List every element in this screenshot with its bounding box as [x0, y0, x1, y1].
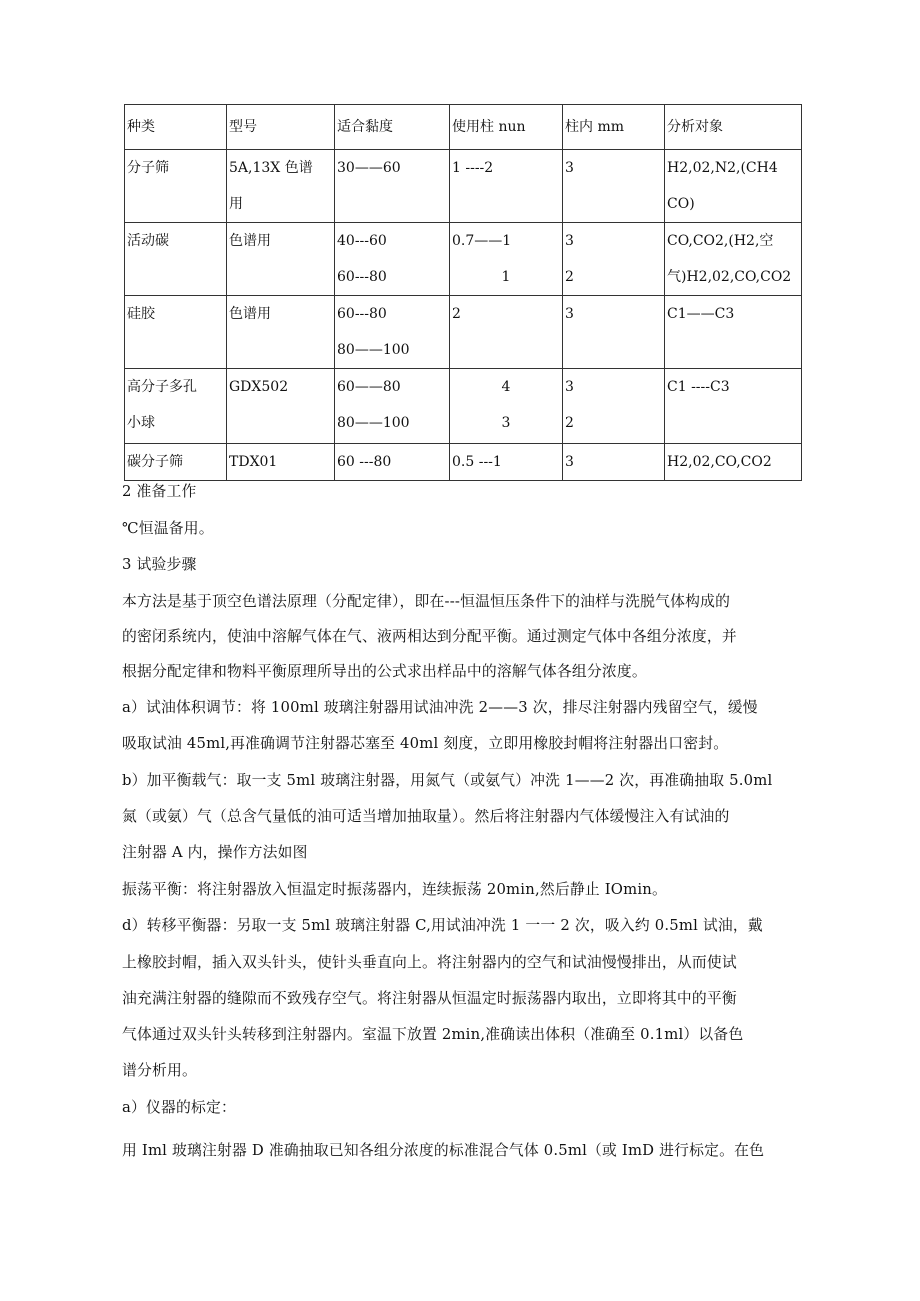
paragraph-line: 油充满注射器的缝隙而不致残存空气。将注射器从恒温定时振荡器内取出，立即将其中的平衡: [122, 990, 737, 1007]
table-cell: [335, 296, 450, 369]
paragraph-line: 上橡胶封帽，插入双头针头，使针头垂直向上。将注射器内的空气和试油慢慢排出，从而使试: [122, 954, 737, 971]
header-cell: 使用柱 nun: [450, 105, 563, 150]
header-cell: 型号: [227, 105, 335, 150]
table-cell: [665, 296, 802, 369]
header-cell: 分析对象: [665, 105, 802, 150]
cell-line: 30——60: [337, 160, 401, 176]
table-cell: [335, 223, 450, 296]
table-cell: [450, 223, 563, 296]
cell-line: H2,02,CO,CO2: [667, 454, 772, 470]
cell-line: 0.5 ---1: [452, 454, 502, 470]
table-cell: [125, 444, 227, 481]
cell-line: 碳分子筛: [127, 454, 183, 470]
cell-line: 4: [501, 379, 511, 395]
table-cell: [125, 296, 227, 369]
cell-line: 高分子多孔: [127, 379, 197, 395]
table-cell: [563, 223, 665, 296]
packing-table: [124, 104, 802, 481]
table-cell: [450, 150, 563, 223]
paragraph-line: 用 Iml 玻璃注射器 D 准确抽取已知各组分浓度的标准混合气体 0.5ml（或 ImD 进行标定。在色: [122, 1142, 765, 1159]
table-cell: [125, 150, 227, 223]
cell-line: 3: [565, 233, 574, 249]
cell-line: 5A,13X 色谱: [229, 160, 313, 176]
paragraph-line: ℃恒温备用。: [122, 520, 214, 537]
paragraph-line: 注射器 A 内，操作方法如图: [122, 844, 308, 861]
table-cell: [227, 150, 335, 223]
paragraph-line: 氮（或氨）气（总含气量低的油可适当增加抽取量）。然后将注射器内气体缓慢注入有试油的: [122, 808, 730, 825]
cell-line: 3: [501, 415, 511, 431]
cell-line: 气)H2,02,CO,CO2: [667, 269, 792, 285]
cell-line: 60---80: [337, 306, 387, 322]
cell-line: C1 ----C3: [667, 379, 730, 395]
table-cell: [563, 150, 665, 223]
table-cell: [125, 223, 227, 296]
cell-line: 2: [565, 415, 574, 431]
paragraph-line: a）仪器的标定：: [122, 1099, 237, 1116]
table-cell: [665, 444, 802, 481]
paragraph-line: b）加平衡载气：取一支 5ml 玻璃注射器，用氮气（或氨气）冲洗 1——2 次，再准确抽取 5.0ml: [122, 772, 773, 789]
cell-line: CO): [667, 196, 695, 212]
header-cell: 适合黏度: [335, 105, 450, 150]
cell-line: 80——100: [337, 415, 410, 431]
cell-line: H2,02,N2,(CH4: [667, 160, 778, 176]
cell-line: 用: [229, 196, 243, 212]
table-cell: [450, 369, 563, 444]
cell-line: 3: [565, 160, 574, 176]
cell-line: 60---80: [337, 269, 387, 285]
table-cell: [450, 296, 563, 369]
table-cell: [665, 150, 802, 223]
paragraph-line: a）试油体积调节：将 100ml 玻璃注射器用试油冲洗 2——3 次，排尽注射器内残留空气，缓慢: [122, 699, 758, 716]
cell-line: 2: [452, 306, 461, 322]
cell-line: 小球: [127, 415, 155, 431]
table-header-row: [125, 105, 802, 150]
paragraph-line: 根据分配定律和物料平衡原理所导出的公式求出样品中的溶解气体各组分浓度。: [122, 663, 647, 680]
table-cell: [563, 369, 665, 444]
paragraph-line: 振荡平衡：将注射器放入恒温定时振荡器内，连续振荡 20min,然后静止 IOmin。: [122, 881, 668, 898]
table-cell: [335, 444, 450, 481]
cell-line: CO,CO2,(H2,空: [667, 233, 774, 249]
table-row: [125, 369, 802, 444]
cell-line: 40---60: [337, 233, 387, 249]
table-cell: [227, 223, 335, 296]
cell-line: C1——C3: [667, 306, 735, 322]
table-row: [125, 444, 802, 481]
header-cell: 种类: [125, 105, 227, 150]
section-heading: 3 试验步骤: [122, 556, 197, 573]
cell-line: 60 ---80: [337, 454, 392, 470]
table-cell: [335, 369, 450, 444]
paragraph-line: d）转移平衡器：另取一支 5ml 玻璃注射器 C,用试油冲洗 1 一一 2 次，吸入约 0.5ml 试油，戴: [122, 917, 763, 934]
cell-line: 色谱用: [229, 233, 271, 249]
table-cell: [563, 444, 665, 481]
table-cell: [227, 369, 335, 444]
cell-line: 0.7——1: [452, 233, 512, 249]
paragraph-line: 的密闭系统内，使油中溶解气体在气、液两相达到分配平衡。通过测定气体中各组分浓度，并: [122, 628, 737, 645]
table-row: [125, 150, 802, 223]
table-cell: [227, 444, 335, 481]
paragraph-line: 本方法是基于顶空色谱法原理（分配定律），即在---恒温恒压条件下的油样与洗脱气体构成的: [122, 593, 731, 610]
table-cell: [665, 369, 802, 444]
table-cell: [563, 296, 665, 369]
cell-line: 3: [565, 454, 574, 470]
cell-line: 3: [565, 379, 574, 395]
paragraph-line: 吸取试油 45ml,再准确调节注射器芯塞至 40ml 刻度，立即用橡胶封帽将注射器出口密封。: [122, 735, 729, 752]
paragraph-line: 谱分析用。: [122, 1062, 197, 1079]
cell-line: 60——80: [337, 379, 401, 395]
cell-line: 2: [565, 269, 574, 285]
table-row: [125, 296, 802, 369]
table-row: [125, 223, 802, 296]
cell-line: 80——100: [337, 342, 410, 358]
cell-line: 色谱用: [229, 306, 271, 322]
header-cell: 柱内 mm: [563, 105, 665, 150]
table-cell: [125, 369, 227, 444]
paragraph-line: 气体通过双头针头转移到注射器内。室温下放置 2min,准确读出体积（准确至 0.1ml）以备色: [122, 1026, 744, 1043]
cell-line: TDX01: [229, 454, 278, 470]
table-cell: [665, 223, 802, 296]
table-cell: [227, 296, 335, 369]
cell-line: GDX502: [229, 379, 289, 395]
cell-line: 3: [565, 306, 574, 322]
cell-line: 1 ----2: [452, 160, 494, 176]
cell-line: 分子筛: [127, 160, 169, 176]
table-cell: [335, 150, 450, 223]
cell-line: 活动碳: [127, 233, 169, 249]
table-cell: [450, 444, 563, 481]
section-heading: 2 准备工作: [122, 483, 197, 500]
cell-line: 硅胶: [127, 306, 155, 322]
cell-line: 1: [501, 269, 511, 285]
